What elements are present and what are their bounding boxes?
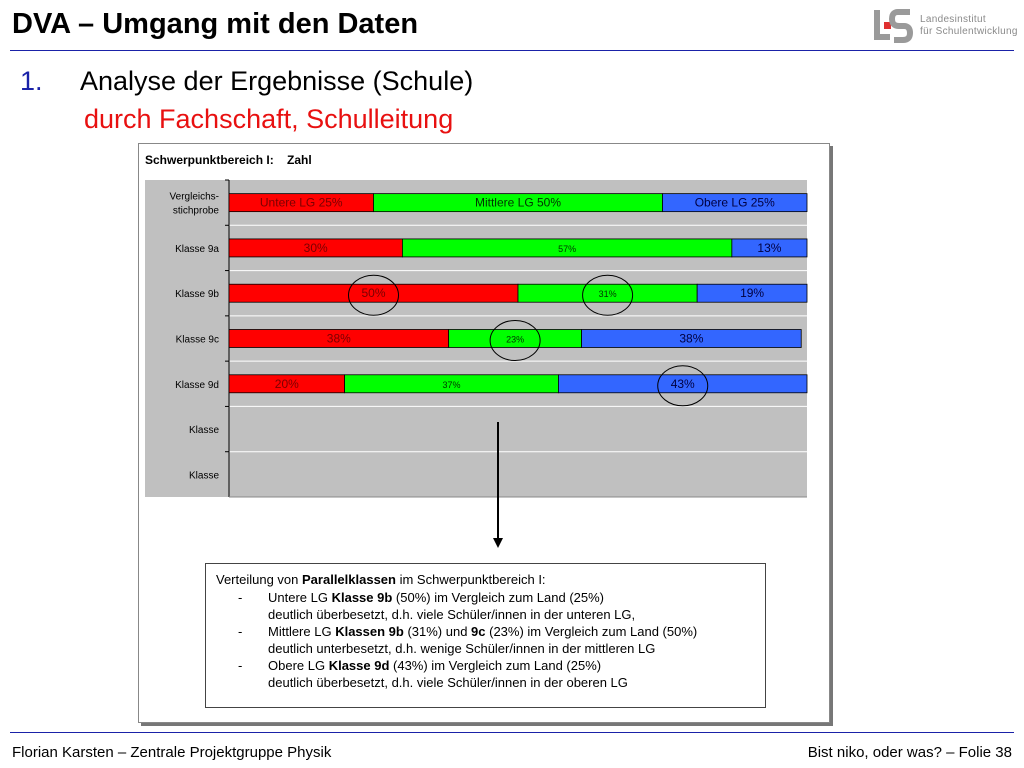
data-label: 19% <box>740 286 765 301</box>
lis-logo-icon <box>872 6 916 46</box>
category-label: Klasse 9b <box>175 289 219 301</box>
footer-rule <box>10 732 1014 733</box>
note-list <box>216 589 756 691</box>
data-label: 30% <box>303 240 328 255</box>
heading-number: 1. <box>20 66 43 96</box>
note-item <box>216 657 756 691</box>
data-label: 50% <box>361 286 386 301</box>
logo-line-1: Landesinstitut <box>920 14 986 25</box>
note-text <box>268 623 756 657</box>
data-label: 38% <box>326 331 351 346</box>
note-item <box>216 589 756 623</box>
note-line-1: Untere LG Klasse 9b (50%) im Vergleich zum Land (25%) <box>268 590 604 605</box>
category-label: Klasse 9c <box>175 334 219 346</box>
note-text <box>268 657 756 691</box>
data-label: 37% <box>442 379 461 390</box>
category-label: Klasse 9d <box>175 379 219 391</box>
data-label: 43% <box>670 376 695 391</box>
header-title: DVA – Umgang mit den Daten <box>12 8 419 40</box>
note-dash: - <box>238 624 243 639</box>
note-line-1: Mittlere LG Klassen 9b (31%) und 9c (23%) im Vergleich zum Land (50%) <box>268 624 698 639</box>
data-label: 20% <box>274 376 299 391</box>
footer-right: Bist niko, oder was? – Folie 38 <box>807 744 1012 761</box>
footer-left: Florian Karsten – Zentrale Projektgruppe Physik <box>12 744 332 761</box>
data-label: 31% <box>598 289 617 300</box>
arrow <box>497 422 499 540</box>
note-dash: - <box>238 590 243 605</box>
note-line-2: deutlich überbesetzt, d.h. viele Schüler/innen in der oberen LG <box>268 675 628 690</box>
heading <box>20 66 473 97</box>
data-label: Untere LG 25% <box>259 195 343 210</box>
note-line-2: deutlich unterbesetzt, d.h. wenige Schüler/innen in der mittleren LG <box>268 641 656 656</box>
chart-figure <box>138 143 830 723</box>
data-label: 38% <box>679 331 704 346</box>
note-line-2: deutlich überbesetzt, d.h. viele Schüler/innen in der unteren LG, <box>268 607 636 622</box>
logo-line-2: für Schulentwicklung <box>920 26 1018 37</box>
subheading: durch Fachschaft, Schulleitung <box>84 104 454 134</box>
heading-text: Analyse der Ergebnisse (Schule) <box>80 66 474 96</box>
stacked-bar-chart <box>139 144 829 564</box>
data-label: Mittlere LG 50% <box>474 195 562 210</box>
data-label: Obere LG 25% <box>694 195 775 210</box>
note-text <box>268 589 756 623</box>
category-label: Klasse 9a <box>175 243 219 255</box>
logo <box>872 6 1022 46</box>
note-line-1: Obere LG Klasse 9d (43%) im Vergleich zum Land (25%) <box>268 658 602 673</box>
note-intro: Verteilung von Parallelklassen im Schwerpunktbereich I: <box>216 572 546 587</box>
category-label: Klasse <box>188 425 219 437</box>
note-item <box>216 623 756 657</box>
chart-title: Schwerpunktbereich I: Zahl <box>145 153 312 167</box>
note-dash: - <box>238 658 243 673</box>
category-label: Vergleichs-stichprobe <box>169 191 219 217</box>
data-label: 57% <box>558 243 577 254</box>
header-rule <box>10 50 1014 51</box>
category-label: Klasse <box>188 470 219 482</box>
arrow-head-icon <box>493 538 503 548</box>
data-label: 13% <box>757 240 782 255</box>
data-label: 23% <box>506 334 525 345</box>
note-box <box>205 563 766 708</box>
